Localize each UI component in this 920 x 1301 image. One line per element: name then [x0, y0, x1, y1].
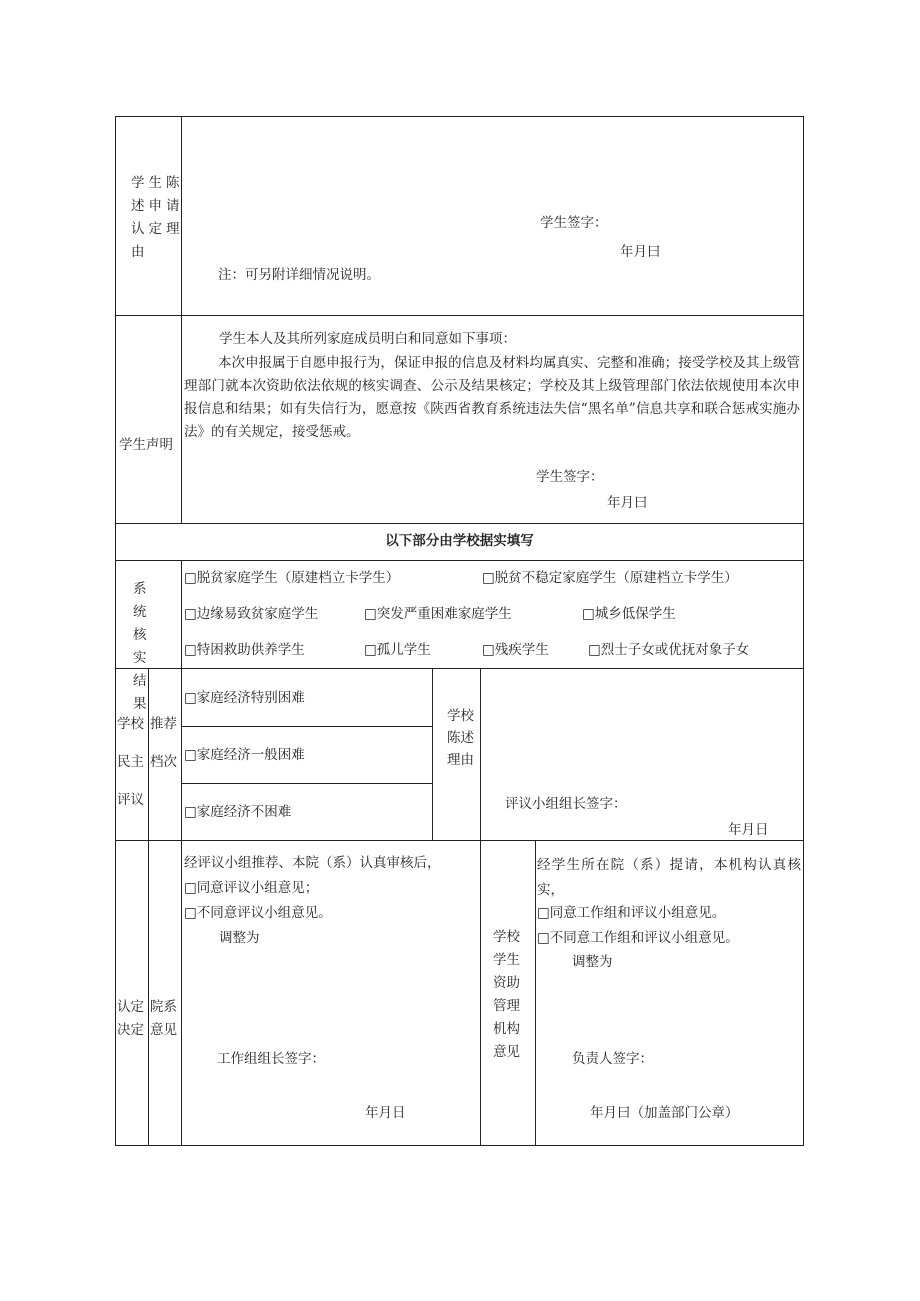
evaluation-label: 学校民主评议 — [117, 716, 144, 808]
verification-label: 系统核实结果 — [133, 581, 149, 712]
dept-agree-option[interactable]: □同意评议小组意见； — [184, 880, 319, 896]
row-divider — [115, 560, 804, 561]
level-special-hardship[interactable]: □家庭经济特别困难 — [184, 690, 305, 706]
border-left — [115, 116, 116, 1146]
col-divider — [181, 560, 182, 1146]
office-line1: 经学生所在院（系）提请，本机构认真核实， — [537, 857, 801, 898]
row-divider — [115, 668, 804, 669]
row-divider — [115, 840, 804, 841]
office-sign-label: 负责人签字： — [572, 1051, 653, 1067]
option-edge-poverty[interactable]: □边缘易致贫家庭学生 — [184, 606, 319, 622]
statement-content-area[interactable] — [182, 117, 802, 207]
row-divider — [115, 315, 804, 316]
declaration-sign-label: 学生签字： — [536, 469, 604, 485]
level-general-hardship[interactable]: □家庭经济一般困难 — [184, 747, 305, 763]
leader-sign-label: 评议小组组长签字： — [505, 796, 627, 812]
option-martyr[interactable]: □烈士子女或优抚对象子女 — [588, 642, 750, 658]
border-bottom — [115, 1145, 804, 1146]
option-sudden-hardship[interactable]: □突发严重困难家庭学生 — [364, 606, 512, 622]
col-divider — [535, 840, 536, 1146]
col-divider — [480, 668, 481, 1146]
option-disabled[interactable]: □残疾学生 — [482, 642, 549, 658]
option-tekun[interactable]: □特困救助供养学生 — [184, 642, 305, 658]
office-adjust-label: 调整为 — [572, 954, 613, 970]
declaration-body: 本次申报属于自愿申报行为，保证申报的信息及材料均属真实、完整和准确；接受学校及其上级管理部门就本次资助依法依规的核实调查、公示及结果核定；学校及其上级管理部门依法依规使用本次申报信息和结果；如有失信行为，愿意按《陕西省教育系统违法失信“黑名单”信息共享和联合惩戒实施办法》的有关规定，接受惩戒。 — [184, 355, 800, 440]
school-reason-label: 学校陈述理由 — [447, 708, 474, 768]
dept-sign-date: 年月日 — [365, 1105, 406, 1121]
level-divider — [181, 783, 432, 784]
aid-office-label: 学校学生资助管理机构意见 — [493, 929, 520, 1060]
statement-label: 学生陈述申请认定理由 — [131, 175, 184, 260]
col-divider — [148, 668, 149, 1146]
dept-opinion-label: 院系意见 — [150, 999, 177, 1038]
option-tuopin[interactable]: □脱贫家庭学生（原建档立卡学生） — [184, 570, 400, 586]
col-divider — [432, 668, 433, 841]
dept-disagree-option[interactable]: □不同意评议小组意见。 — [184, 905, 332, 921]
option-dibao[interactable]: □城乡低保学生 — [582, 606, 676, 622]
statement-note: 注：可另附详细情况说明。 — [218, 267, 380, 283]
declaration-line1: 学生本人及其所列家庭成员明白和同意如下事项： — [219, 331, 516, 347]
dept-adjust-label: 调整为 — [219, 930, 260, 946]
option-tuopin-unstable[interactable]: □脱贫不稳定家庭学生（原建档立卡学生） — [482, 570, 738, 586]
recommend-level-label: 推荐档次 — [150, 716, 177, 770]
level-no-hardship[interactable]: □家庭经济不困难 — [184, 804, 292, 820]
student-sign-label: 学生签字： — [540, 215, 608, 231]
row-divider — [115, 523, 804, 524]
office-sign-date: 年月曰（加盖部门公章） — [590, 1105, 739, 1121]
leader-sign-date: 年月日 — [728, 822, 769, 838]
office-disagree-option[interactable]: □不同意工作组和评议小组意见。 — [537, 930, 739, 946]
school-section-header: 以下部分由学校据实填写 — [385, 533, 534, 549]
level-divider — [181, 726, 432, 727]
option-orphan[interactable]: □孤儿学生 — [364, 642, 431, 658]
declaration-sign-date: 年月曰 — [607, 495, 648, 511]
dept-sign-label: 工作组组长签字： — [217, 1051, 325, 1067]
border-right — [803, 116, 804, 1146]
office-agree-option[interactable]: □同意工作组和评议小组意见。 — [537, 905, 726, 921]
declaration-label: 学生声明 — [119, 437, 173, 453]
dept-line1: 经评议小组推荐、本院（系）认真审核后， — [184, 855, 441, 871]
decision-label: 认定决定 — [117, 999, 144, 1038]
student-sign-date: 年月曰 — [620, 244, 661, 260]
